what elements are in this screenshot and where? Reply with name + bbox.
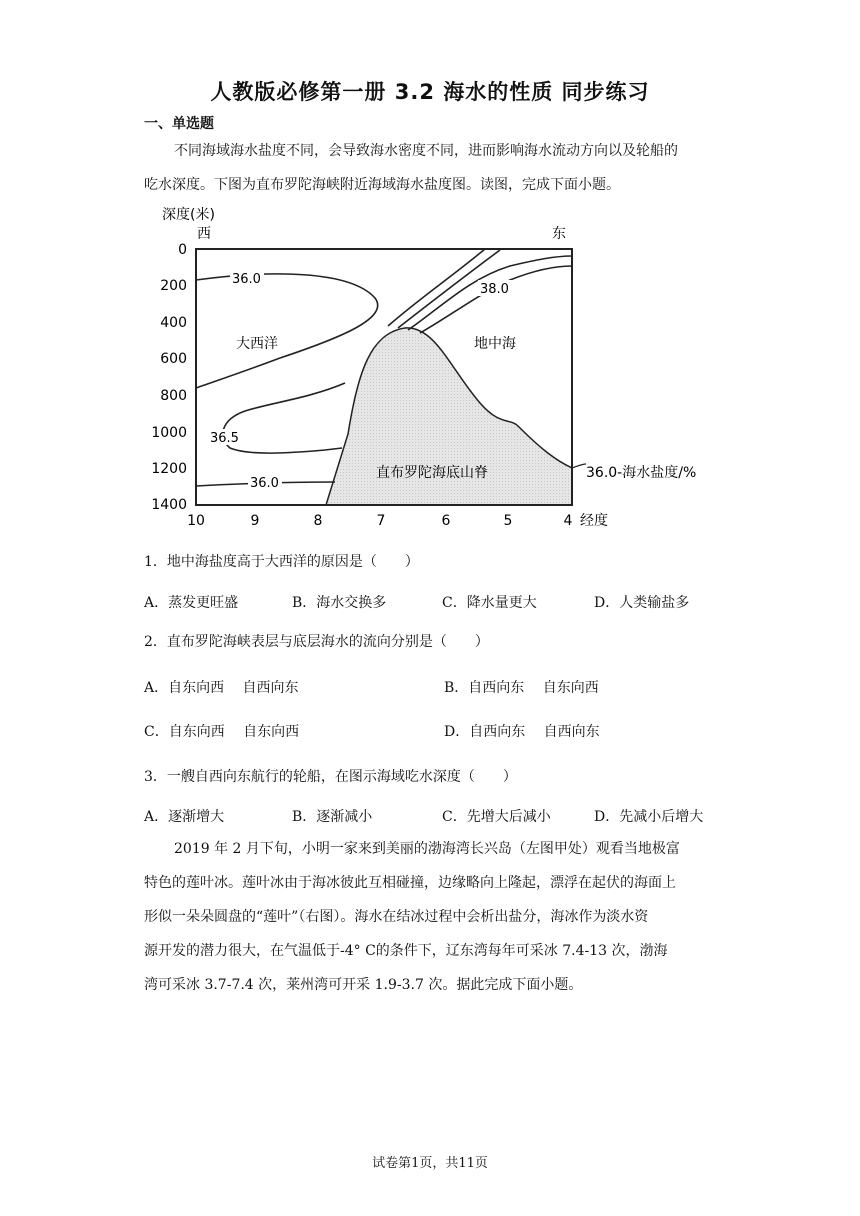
- east-label: 东: [552, 226, 566, 242]
- isohaline-label-36-5: 36.5: [210, 431, 239, 446]
- y-tick: 0: [178, 242, 187, 258]
- y-tick: 800: [160, 388, 187, 404]
- x-tick: 6: [441, 513, 451, 529]
- q3-option-a[interactable]: A．逐渐增大: [144, 809, 225, 825]
- atlantic-label: 大西洋: [236, 336, 278, 352]
- y-tick: 1200: [151, 461, 187, 477]
- y-tick: 1400: [151, 497, 187, 513]
- x-tick: 4: [563, 513, 573, 529]
- question-1-stem: 1．地中海盐度高于大西洋的原因是（ ）: [144, 554, 419, 570]
- x-tick-labels: [187, 513, 572, 529]
- q1-option-d[interactable]: D．人类输盐多: [594, 595, 690, 611]
- y-tick: 400: [160, 315, 187, 331]
- q2-option-a[interactable]: A．自东向西 自西向东: [144, 680, 299, 696]
- y-axis-title: 深度(米): [162, 207, 215, 223]
- mediterranean-label: 地中海: [474, 336, 516, 352]
- intro2-line-2: 特色的莲叶冰。莲叶冰由于海冰彼此互相碰撞，边缘略向上隆起，漂浮在起伏的海面上: [144, 875, 676, 891]
- intro-paragraph-1: [144, 134, 724, 202]
- isohaline-36-top: [196, 274, 378, 388]
- x-tick: 9: [250, 513, 260, 529]
- legend-text: 36.0-海水盐度/%: [586, 465, 697, 481]
- isohaline-label-38: 38.0: [480, 282, 509, 297]
- west-label: 西: [197, 226, 211, 242]
- isohaline-label-36-bottom: 36.0: [250, 476, 279, 491]
- intro1-line-2: 吃水深度。下图为直布罗陀海峡附近海域海水盐度图。读图，完成下面小题。: [144, 177, 620, 193]
- q2-option-c[interactable]: C．自东向西 自东向西: [144, 724, 300, 740]
- x-tick: 7: [376, 513, 386, 529]
- q1-option-c[interactable]: C．降水量更大: [442, 595, 537, 611]
- q1-option-b[interactable]: B．海水交换多: [292, 595, 387, 611]
- q3-option-c[interactable]: C．先增大后减小: [442, 809, 551, 825]
- intro2-line-4: 源开发的潜力很大，在气温低于-4° C的条件下，辽东湾每年可采冰 7.4-13 次，渤海: [144, 943, 668, 959]
- q2-option-b[interactable]: B．自西向东 自东向西: [444, 680, 599, 696]
- document-title: 人教版必修第一册 3.2 海水的性质 同步练习: [210, 80, 650, 104]
- isohaline-a: [388, 249, 485, 326]
- q3-option-b[interactable]: B．逐渐减小: [292, 809, 373, 825]
- intro2-line-5: 湾可采冰 3.7-7.4 次，莱州湾可开采 1.9-3.7 次。据此完成下面小题。: [144, 977, 583, 993]
- x-axis-title: 经度: [580, 513, 608, 529]
- intro2-line-3: 形似一朵朵圆盘的“莲叶”（右图）。海水在结冰过程中会析出盐分，海冰作为淡水资: [144, 909, 649, 925]
- q2-option-d[interactable]: D．自西向东 自西向东: [444, 724, 600, 740]
- q1-option-a[interactable]: A．蒸发更旺盛: [144, 595, 239, 611]
- y-tick-labels: [151, 242, 187, 513]
- section-heading: 一、单选题: [144, 116, 214, 132]
- intro-paragraph-2: [144, 832, 730, 1002]
- question-3-stem: 3．一艘自西向东航行的轮船，在图示海域吃水深度（ ）: [144, 769, 517, 785]
- legend-leader: [572, 464, 586, 468]
- question-2-stem: 2．直布罗陀海峡表层与底层海水的流向分别是（ ）: [144, 634, 489, 650]
- y-tick: 200: [160, 278, 187, 294]
- salinity-figure: [150, 198, 697, 533]
- x-tick: 10: [187, 513, 205, 529]
- intro1-line-1: 不同海域海水盐度不同，会导致海水密度不同，进而影响海水流动方向以及轮船的: [174, 143, 678, 159]
- y-tick: 600: [160, 351, 187, 367]
- page-footer: 试卷第1页，共11页: [372, 1156, 488, 1171]
- x-tick: 8: [313, 513, 323, 529]
- y-tick: 1000: [151, 425, 187, 441]
- isohaline-label-36-top: 36.0: [232, 272, 261, 287]
- isohaline-38: [420, 266, 572, 333]
- intro2-line-1: 2019 年 2 月下旬，小明一家来到美丽的渤海湾长兴岛（左图甲处）观看当地极富: [174, 841, 680, 857]
- q3-option-d[interactable]: D．先减小后增大: [594, 809, 704, 825]
- ridge-label: 直布罗陀海底山脊: [376, 465, 488, 481]
- x-tick: 5: [503, 513, 513, 529]
